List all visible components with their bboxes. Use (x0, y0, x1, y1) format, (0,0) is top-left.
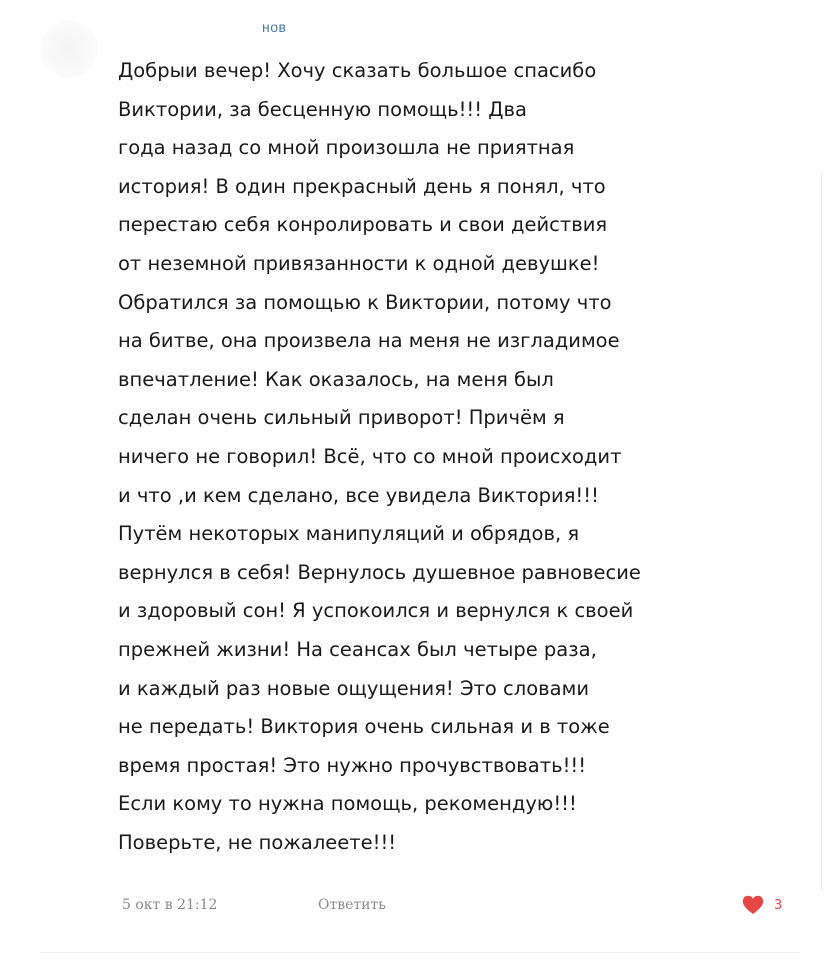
comment-timestamp[interactable]: 5 окт в 21:12 (122, 897, 218, 913)
like-button[interactable] (742, 893, 782, 917)
comment-line: года назад со мной произошла не приятная (118, 136, 575, 160)
like-count: 3 (774, 897, 783, 913)
comment-line: история! В один прекрасный день я понял, что (118, 174, 606, 198)
comment-line: ничего не говорил! Всё, что со мной происходит (118, 444, 622, 468)
comment-footer (122, 893, 802, 917)
comment-line: Поверьте, не пожалеете!!! (118, 830, 397, 854)
comment-line: на битве, она произвела на меня не изгладимое (118, 329, 620, 353)
heart-icon (742, 895, 764, 915)
comment-line: Обратился за помощью к Виктории, потому что (118, 290, 612, 314)
comment-line: время простая! Это нужно прочувствовать!!! (118, 753, 587, 777)
author-name[interactable]: нов (262, 19, 287, 35)
scrollbar[interactable] (821, 172, 828, 892)
comment-line: не передать! Виктория очень сильная и в тоже (118, 715, 610, 739)
comment-line: Добрыи вечер! Хочу сказать большое спасибо (118, 59, 597, 82)
comment-line: и каждый раз новые ощущения! Это словами (118, 676, 589, 700)
comment-line: и здоровый сон! Я успокоился и вернулся к своей (118, 599, 634, 623)
comment-line: впечатление! Как оказалось, на меня был (118, 367, 554, 391)
comment-line: Путём некоторых манипуляций и обрядов, я (118, 522, 580, 546)
comment-line: Виктории, за бесценную помощь!!! Два (118, 97, 527, 121)
comment-line: сделан очень сильный приворот! Причём я (118, 406, 565, 430)
avatar[interactable] (40, 20, 98, 78)
comment-line: вернулся в себя! Вернулось душевное равновесие (118, 560, 641, 584)
comment-line: прежней жизни! На сеансах был четыре раза, (118, 637, 597, 661)
comment-line: и что ,и кем сделано, все увидела Виктория!!! (118, 483, 599, 507)
reply-link[interactable]: Ответить (318, 897, 386, 913)
comment-line: от неземной привязанности к одной девушке! (118, 251, 600, 275)
comment-line: Если кому то нужна помощь, рекомендую!!! (118, 792, 577, 816)
divider (40, 952, 800, 953)
comment-text (118, 52, 818, 862)
comment-line: перестаю себя конролировать и свои действия (118, 213, 608, 237)
